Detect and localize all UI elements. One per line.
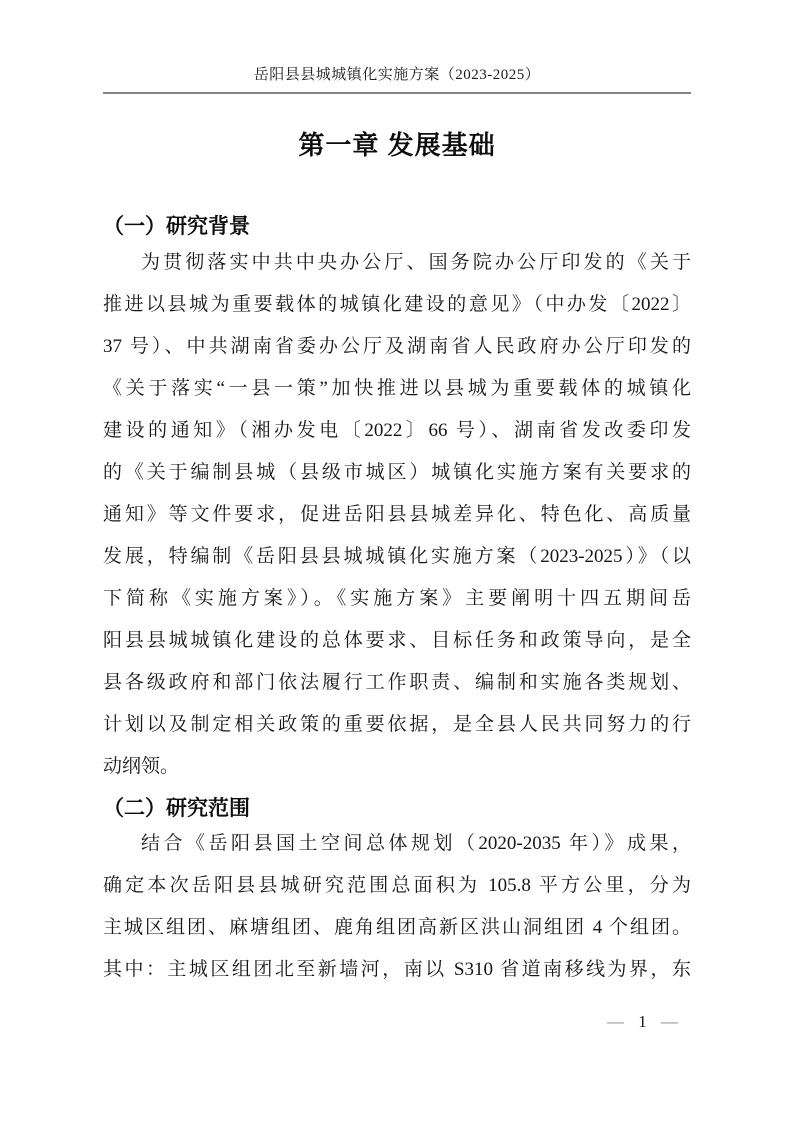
text-line: 《关于落实“一县一策”加快推进以县城为重要载体的城镇化 bbox=[103, 378, 691, 399]
running-header-text: 岳阳县县城城镇化实施方案（2023-2025） bbox=[253, 67, 541, 83]
text-line: 发展，特编制《岳阳县县城城镇化实施方案（2023-2025）》（以 bbox=[103, 546, 691, 567]
text-line: 确定本次岳阳县县城研究范围总面积为 105.8 平方公里，分为 bbox=[103, 875, 691, 896]
text-line: 37 号）、中共湖南省委办公厅及湖南省人民政府办公厅印发的 bbox=[103, 336, 691, 357]
chapter-title: 第一章 发展基础 bbox=[298, 130, 496, 160]
section-heading-research-background: （一）研究背景 bbox=[103, 214, 250, 238]
text-line: 动纲领。 bbox=[103, 756, 180, 777]
paragraph-research-background bbox=[103, 242, 691, 788]
running-header bbox=[103, 64, 691, 94]
text-line: 推进以县城为重要载体的城镇化建设的意见》（中办发〔2022〕 bbox=[103, 294, 691, 315]
text-line: 计划以及制定相关政策的重要依据，是全县人民共同努力的行 bbox=[103, 714, 691, 735]
header-rule bbox=[103, 92, 691, 94]
page-number bbox=[607, 1009, 678, 1035]
text-line: 下简称《实施方案》）。《实施方案》主要阐明十四五期间岳 bbox=[103, 588, 691, 609]
page-number-value: 1 bbox=[638, 1012, 647, 1031]
text-line: 的《关于编制县城（县级市城区）城镇化实施方案有关要求的 bbox=[103, 462, 691, 483]
text-line: 主城区组团、麻塘组团、鹿角组团高新区洪山洞组团 4 个组团。 bbox=[103, 917, 691, 938]
text-line: 结合《岳阳县国土空间总体规划（2020-2035 年）》成果， bbox=[141, 833, 691, 854]
text-line: 阳县县城城镇化建设的总体要求、目标任务和政策导向，是全 bbox=[103, 630, 691, 651]
page-number-dash-right: — bbox=[661, 1012, 678, 1031]
section-heading-research-scope: （二）研究范围 bbox=[103, 796, 250, 820]
text-line: 县各级政府和部门依法履行工作职责、编制和实施各类规划、 bbox=[103, 672, 691, 693]
text-line: 其中：主城区组团北至新墙河，南以 S310 省道南移线为界，东 bbox=[103, 959, 691, 980]
text-line: 为贯彻落实中共中央办公厅、国务院办公厅印发的《关于 bbox=[141, 252, 691, 273]
text-line: 建设的通知》（湘办发电〔2022〕66 号）、湖南省发改委印发 bbox=[103, 420, 691, 441]
text-line: 通知》等文件要求，促进岳阳县县城差异化、特色化、高质量 bbox=[103, 504, 691, 525]
page-number-dash-left: — bbox=[607, 1012, 624, 1031]
paragraph-research-scope bbox=[103, 823, 691, 991]
